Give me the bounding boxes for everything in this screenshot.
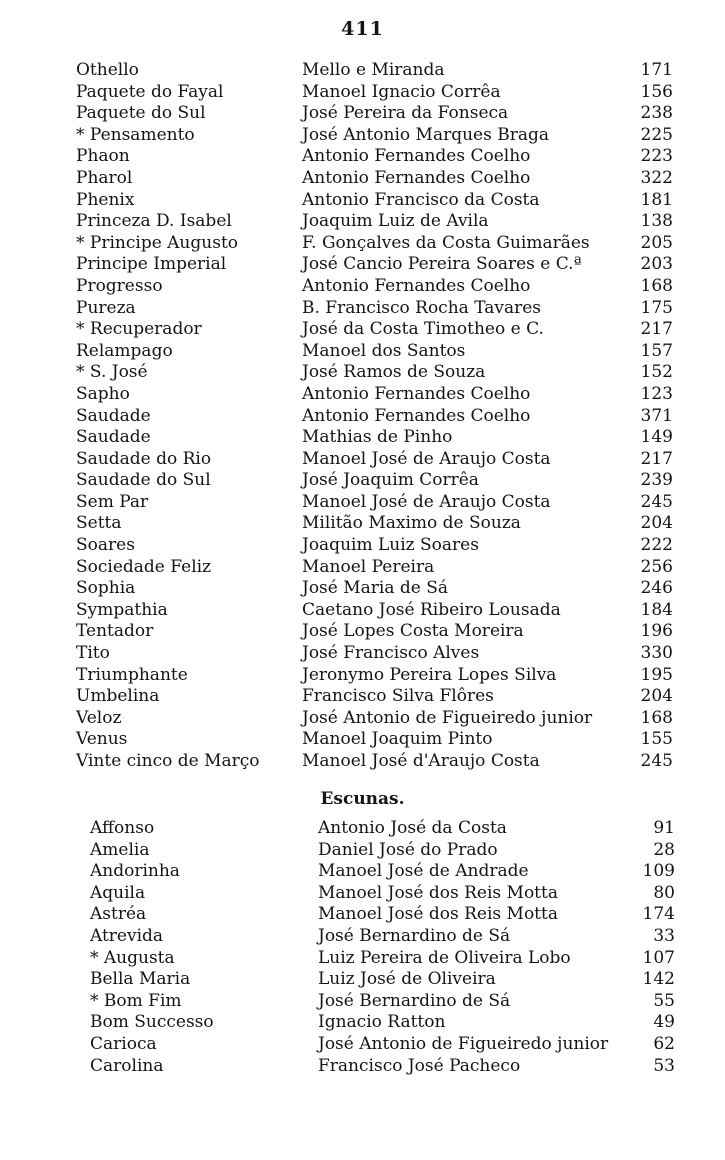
owner-name: Joaquim Luiz Soares [302,535,479,556]
ship-name: Astréa [90,904,147,925]
list-row [0,103,725,125]
list-row [0,948,725,970]
ship-name: Affonso [90,818,155,838]
list-row [0,60,725,82]
tonnage: 245 [640,491,673,512]
owner-name: Manoel Joaquim Pinto [302,729,493,750]
ship-name: Sympathia [76,599,168,620]
list-row [0,1034,725,1056]
tonnage: 239 [640,470,673,491]
list-row [0,621,725,643]
owner-name: Antonio Fernandes Coelho [302,405,531,426]
list-row [0,665,725,687]
ship-name: Progresso [76,275,163,296]
ship-name: Sociedade Feliz [76,556,212,577]
list-row [0,686,725,708]
ship-name: * S. José [76,362,148,383]
list-row [0,319,725,341]
tonnage: 217 [640,319,673,340]
list-row [0,254,725,276]
owner-name: José Lopes Costa Moreira [302,621,524,642]
owner-name: Manoel José de Araujo Costa [302,491,551,512]
ship-name: Amelia [90,839,150,860]
page-number: 411 [341,18,384,40]
owner-name: Francisco Silva Flôres [302,686,494,707]
owner-name: José Cancio Pereira Soares e C.ª [302,254,582,275]
tonnage: 109 [642,861,675,882]
list-row [0,513,725,535]
tonnage: 205 [640,232,673,253]
owner-name: Joaquim Luiz de Avila [302,211,489,232]
ship-name: * Principe Augusto [76,232,239,253]
owner-name: Manoel José dos Reis Motta [318,904,558,925]
owner-name: Mathias de Pinho [302,427,453,448]
ship-name: Pharol [76,167,133,188]
tonnage: 245 [640,751,673,771]
ship-name: Saudade do Rio [76,448,212,469]
tonnage: 222 [640,535,673,556]
list-row [0,991,725,1013]
owner-name: Antonio Fernandes Coelho [302,167,531,188]
ship-name: * Augusta [90,947,175,968]
list-row [0,427,725,449]
ship-name: * Bom Fim [90,990,182,1011]
owner-name: F. Gonçalves da Costa Guimarães [302,232,590,253]
list-row [0,449,725,471]
owner-name: Antonio Fernandes Coelho [302,383,531,404]
ship-name: Venus [76,729,128,750]
owner-name: Jeronymo Pereira Lopes Silva [302,664,557,685]
tonnage: 184 [640,599,673,620]
owner-name: José Bernardino de Sá [318,990,511,1011]
list-row [0,861,725,883]
list-row [0,470,725,492]
owner-name: Antonio Francisco da Costa [302,189,540,210]
owner-name: José Ramos de Souza [302,362,486,383]
list-row [0,406,725,428]
ship-name: Phaon [76,146,130,167]
list-row [0,384,725,406]
list-row [0,233,725,255]
owner-name: Manoel José dos Reis Motta [318,882,558,903]
owner-name: José Maria de Sá [302,578,449,599]
list-row [0,1012,725,1034]
ship-name: Principe Imperial [76,254,227,275]
tonnage: 204 [640,513,673,534]
owner-name: José Bernardino de Sá [318,925,511,946]
tonnage: 181 [640,189,673,210]
ship-name: Veloz [76,707,122,728]
list-row [0,969,725,991]
owner-name: Manoel Ignacio Corrêa [302,81,501,102]
owner-name: Caetano José Ribeiro Lousada [302,599,561,620]
ship-name: Relampago [76,340,173,361]
ship-name: Paquete do Fayal [76,81,224,102]
ship-name: Bom Successo [90,1012,214,1033]
tonnage: 174 [642,904,675,925]
ship-name: Andorinha [90,861,180,882]
tonnage: 156 [640,81,673,102]
ship-name: Saudade [76,427,151,448]
owner-name: Antonio Fernandes Coelho [302,275,531,296]
list-row [0,298,725,320]
tonnage: 171 [640,60,673,80]
tonnage: 217 [640,448,673,469]
owner-name: Mello e Miranda [302,60,445,80]
list-row [0,341,725,363]
ship-list [0,60,725,773]
list-row [0,751,725,773]
list-row [0,883,725,905]
list-row [0,146,725,168]
list-row [0,818,725,840]
tonnage: 123 [640,383,673,404]
owner-name: Militão Maximo de Souza [302,513,521,534]
owner-name: Luiz Pereira de Oliveira Lobo [318,947,571,968]
list-row [0,708,725,730]
ship-name: Pureza [76,297,136,318]
tonnage: 225 [640,124,673,145]
list-row [0,1056,725,1078]
list-row [0,168,725,190]
owner-name: José Antonio Marques Braga [302,124,550,145]
owner-name: Antonio José da Costa [318,818,507,838]
ship-name: Princeza D. Isabel [76,211,232,232]
schooner-list [0,818,725,1077]
tonnage: 55 [653,990,675,1011]
ship-name: Bella Maria [90,969,191,990]
list-row [0,578,725,600]
list-row [0,125,725,147]
owner-name: José Antonio de Figueiredo junior [318,1033,609,1054]
owner-name: José Pereira da Fonseca [302,103,509,124]
tonnage: 196 [640,621,673,642]
tonnage: 80 [653,882,675,903]
tonnage: 33 [653,925,675,946]
list-row [0,211,725,233]
owner-name: Manoel José de Araujo Costa [302,448,551,469]
list-row [0,82,725,104]
tonnage: 204 [640,686,673,707]
tonnage: 256 [640,556,673,577]
owner-name: Manoel dos Santos [302,340,466,361]
list-row [0,926,725,948]
tonnage: 238 [640,103,673,124]
tonnage: 107 [642,947,675,968]
list-row [0,362,725,384]
ship-name: * Pensamento [76,124,195,145]
ship-name: Sem Par [76,491,149,512]
list-row [0,600,725,622]
ship-name: Paquete do Sul [76,103,206,124]
ship-name: Sapho [76,383,130,404]
owner-name: B. Francisco Rocha Tavares [302,297,541,318]
section-heading: Escunas. [320,789,405,809]
list-row [0,729,725,751]
ship-name: Soares [76,535,135,556]
ship-name: Phenix [76,189,135,210]
list-row [0,840,725,862]
tonnage: 28 [653,839,675,860]
owner-name: Luiz José de Oliveira [318,969,496,990]
tonnage: 371 [640,405,673,426]
tonnage: 149 [640,427,673,448]
tonnage: 322 [640,167,673,188]
tonnage: 168 [640,275,673,296]
list-row [0,643,725,665]
owner-name: Manoel Pereira [302,556,435,577]
owner-name: José Antonio de Figueiredo junior [302,707,593,728]
tonnage: 175 [640,297,673,318]
owner-name: Daniel José do Prado [318,839,498,860]
ship-name: Carioca [90,1033,157,1054]
tonnage: 195 [640,664,673,685]
ship-name: Setta [76,513,122,534]
owner-name: José da Costa Timotheo e C. [302,319,544,340]
ship-name: Vinte cinco de Março [76,751,260,771]
tonnage: 138 [640,211,673,232]
list-row [0,557,725,579]
tonnage: 330 [640,643,673,664]
owner-name: Francisco José Pacheco [318,1055,521,1076]
tonnage: 168 [640,707,673,728]
tonnage: 62 [653,1033,675,1054]
owner-name: José Francisco Alves [302,643,480,664]
tonnage: 157 [640,340,673,361]
tonnage: 155 [640,729,673,750]
tonnage: 152 [640,362,673,383]
list-row [0,535,725,557]
ship-name: Carolina [90,1055,164,1076]
ship-name: Triumphante [76,664,188,685]
tonnage: 91 [653,818,675,838]
tonnage: 49 [653,1012,675,1033]
ship-name: Sophia [76,578,136,599]
tonnage: 246 [640,578,673,599]
list-row [0,904,725,926]
ship-name: Atrevida [90,925,164,946]
owner-name: Manoel José de Andrade [318,861,529,882]
ship-name: Saudade [76,405,151,426]
owner-name: Manoel José d'Araujo Costa [302,751,540,771]
tonnage: 53 [653,1055,675,1076]
ship-name: Aquila [90,882,146,903]
ship-name: Othello [76,60,139,80]
ship-name: Tito [76,643,110,664]
owner-name: Antonio Fernandes Coelho [302,146,531,167]
list-row [0,190,725,212]
ship-name: Umbelina [76,686,160,707]
tonnage: 142 [642,969,675,990]
owner-name: Ignacio Ratton [318,1012,446,1033]
ship-name: * Recuperador [76,319,202,340]
list-row [0,492,725,514]
ship-name: Saudade do Sul [76,470,211,491]
tonnage: 223 [640,146,673,167]
owner-name: José Joaquim Corrêa [302,470,479,491]
tonnage: 203 [640,254,673,275]
list-row [0,276,725,298]
ship-name: Tentador [76,621,154,642]
